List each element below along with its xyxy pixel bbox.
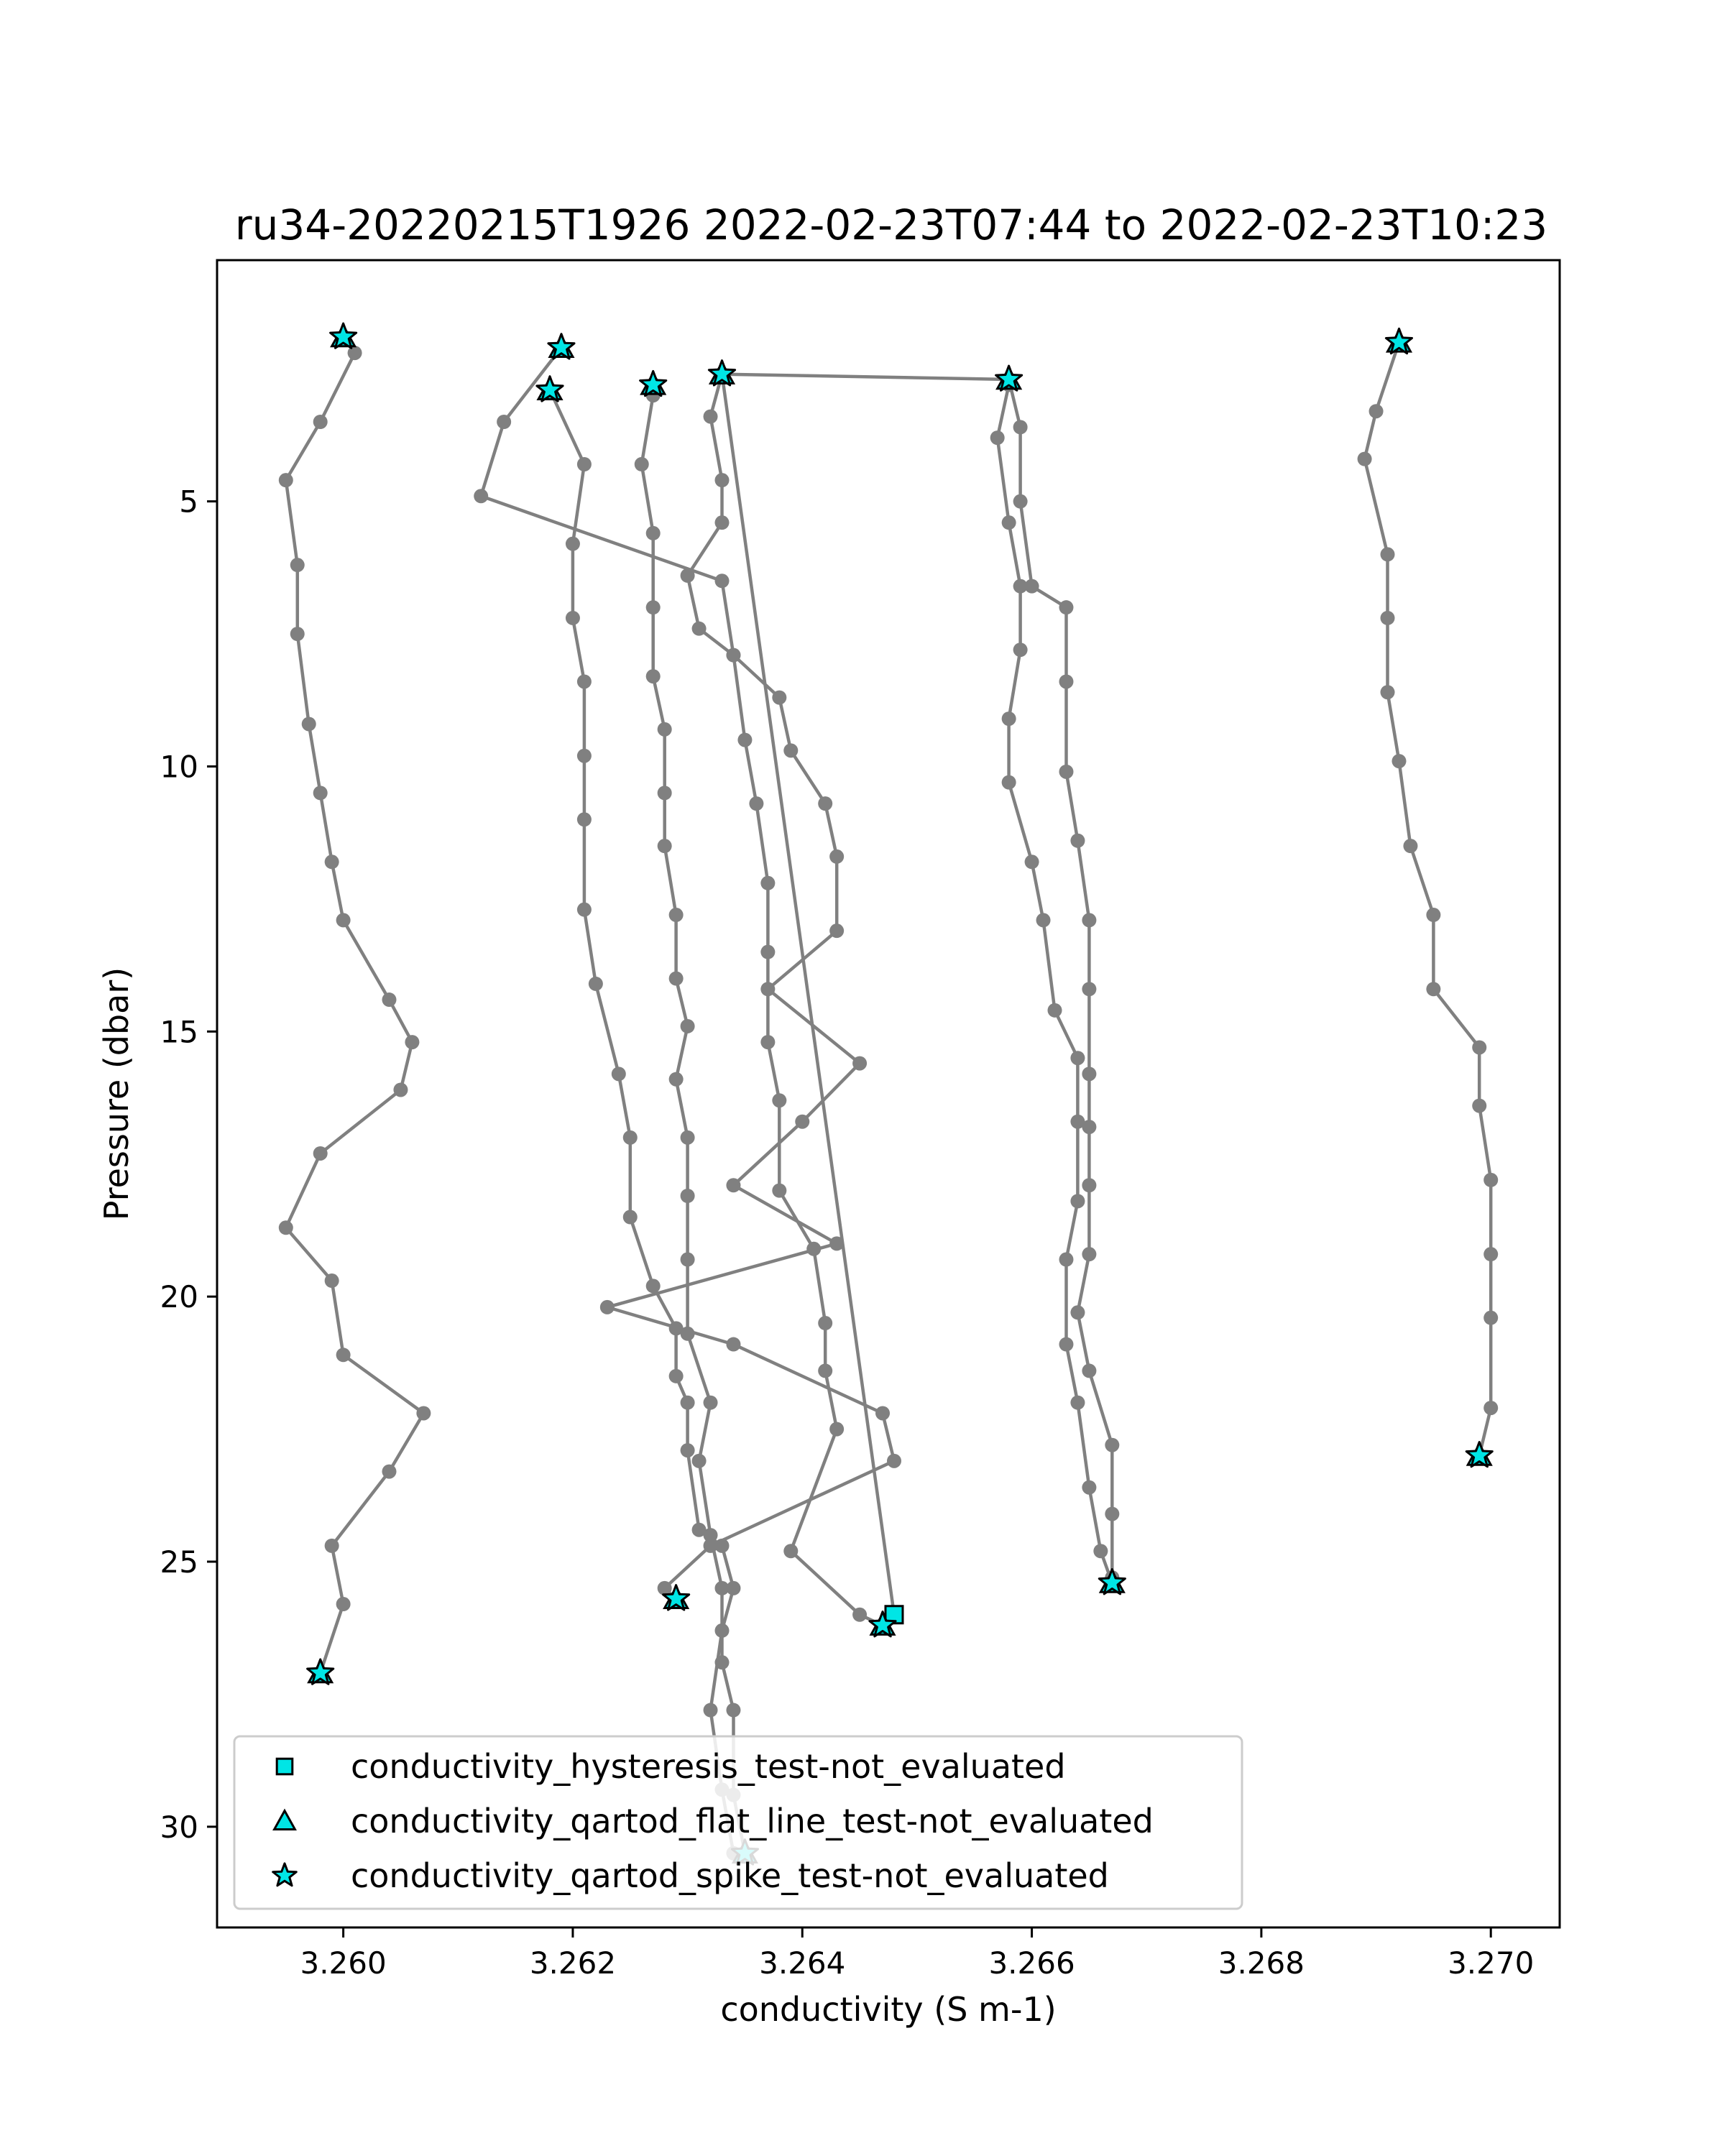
data-point-profile-4-10	[669, 972, 684, 986]
data-point-profile-6-18	[1105, 1507, 1119, 1521]
data-point-profile-6-9	[1082, 913, 1096, 927]
data-point-profile-1-9	[336, 913, 351, 927]
data-point-profile-1-8	[325, 854, 339, 869]
data-point-profile-7-7	[1025, 854, 1039, 869]
data-point-profile-5-17	[829, 1422, 844, 1437]
data-point-profile-6-5	[1059, 600, 1073, 614]
data-point-profile-3-6	[577, 812, 592, 826]
data-point-profile-4-13	[681, 1130, 695, 1145]
data-point-profile-6-6	[1059, 674, 1073, 688]
data-point-profile-8-2	[1358, 452, 1372, 466]
data-point-profile-1-12	[393, 1082, 408, 1097]
data-point-profile-3-7	[577, 903, 592, 917]
data-point-profile-1-2	[313, 415, 328, 429]
data-point-profile-7-12	[1070, 1194, 1085, 1208]
data-point-profile-3-4	[577, 674, 592, 688]
data-point-profile-6-3	[1013, 494, 1028, 509]
data-point-profile-3-1	[577, 457, 592, 471]
data-point-profile-8-10	[1472, 1040, 1486, 1054]
data-point-profile-8-3	[1381, 547, 1395, 561]
data-point-profile-7-2	[1002, 515, 1016, 530]
data-point-profile-2-8	[829, 849, 844, 864]
data-point-profile-2-18	[887, 1454, 901, 1468]
data-point-profile-6-8	[1070, 834, 1085, 848]
data-point-profile-3-3	[566, 611, 580, 625]
data-point-profile-5-15	[818, 1316, 832, 1330]
data-point-profile-4-8	[658, 839, 672, 853]
legend	[234, 1736, 1242, 1909]
y-tick-label-2: 15	[160, 1014, 198, 1050]
data-point-profile-1-16	[336, 1348, 351, 1362]
data-point-profile-4-4	[646, 600, 661, 614]
legend-label-2: conductivity_qartod_spike_test-not_evaluated	[351, 1856, 1109, 1895]
data-point-profile-3-11	[623, 1210, 638, 1225]
data-point-profile-5-13	[772, 1184, 786, 1198]
data-point-profile-2-6	[783, 743, 798, 757]
data-point-profile-7-14	[1059, 1337, 1073, 1352]
x-tick-label-5: 3.270	[1448, 1945, 1535, 1981]
data-point-profile-4-11	[681, 1019, 695, 1033]
data-point-profile-6-14	[1082, 1247, 1096, 1261]
data-point-profile-2-2	[474, 489, 488, 503]
y-tick-label-5: 30	[160, 1809, 198, 1845]
data-point-profile-7-9	[1048, 1003, 1062, 1018]
data-point-profile-4-22	[726, 1703, 740, 1718]
data-point-profile-1-3	[279, 473, 293, 487]
data-point-profile-3-10	[623, 1130, 638, 1145]
data-point-profile-4-12	[669, 1072, 684, 1087]
data-point-profile-4-21	[714, 1655, 729, 1669]
data-point-profile-6-7	[1059, 765, 1073, 779]
data-point-profile-8-7	[1403, 839, 1417, 853]
data-point-profile-8-9	[1426, 982, 1440, 996]
data-point-profile-3-18	[714, 1539, 729, 1553]
data-point-profile-8-11	[1472, 1099, 1486, 1113]
data-point-profile-7-4	[1013, 642, 1028, 657]
data-point-profile-5-3	[714, 515, 729, 530]
data-point-profile-8-13	[1484, 1247, 1498, 1261]
data-point-profile-4-17	[704, 1396, 718, 1410]
data-point-profile-7-10	[1070, 1051, 1085, 1065]
x-tick-label-4: 3.268	[1218, 1945, 1305, 1981]
data-point-profile-7-15	[1070, 1396, 1085, 1410]
data-point-profile-8-4	[1381, 611, 1395, 625]
data-point-profile-8-6	[1392, 754, 1406, 768]
data-point-profile-7-1	[990, 430, 1005, 445]
data-point-profile-1-18	[382, 1465, 396, 1479]
data-point-profile-5-2	[714, 473, 729, 487]
data-point-profile-6-17	[1105, 1438, 1119, 1452]
data-point-profile-7-13	[1059, 1253, 1073, 1267]
data-point-profile-4-15	[681, 1253, 695, 1267]
data-point-profile-2-15	[600, 1300, 615, 1314]
legend-label-1: conductivity_qartod_flat_line_test-not_evaluated	[351, 1802, 1154, 1841]
data-point-profile-4-14	[681, 1189, 695, 1203]
data-point-profile-2-16	[726, 1337, 740, 1352]
data-point-profile-1-20	[336, 1597, 351, 1611]
y-tick-label-4: 25	[160, 1544, 198, 1580]
x-tick-label-3: 3.266	[988, 1945, 1075, 1981]
data-point-profile-2-7	[818, 796, 832, 811]
data-point-profile-8-12	[1484, 1173, 1498, 1187]
x-tick-label-1: 3.262	[529, 1945, 617, 1981]
data-point-profile-1-17	[416, 1406, 431, 1420]
data-point-profile-3-12	[646, 1279, 661, 1293]
data-point-profile-5-6	[726, 648, 740, 663]
data-point-profile-5-7	[737, 733, 752, 747]
data-point-profile-2-11	[852, 1056, 867, 1071]
data-point-profile-2-5	[772, 691, 786, 705]
legend-label-0: conductivity_hysteresis_test-not_evaluated	[351, 1747, 1066, 1786]
data-point-profile-7-16	[1082, 1480, 1096, 1495]
data-point-profile-8-15	[1484, 1401, 1498, 1415]
data-point-profile-7-5	[1002, 711, 1016, 726]
data-point-profile-7-17	[1093, 1544, 1108, 1558]
data-point-profile-4-3	[646, 526, 661, 540]
data-point-profile-4-16	[681, 1327, 695, 1341]
data-point-profile-1-5	[290, 627, 305, 641]
x-tick-label-2: 3.264	[759, 1945, 846, 1981]
data-point-profile-5-9	[760, 876, 775, 890]
data-point-profile-2-3	[714, 573, 729, 588]
data-point-profile-2-17	[875, 1406, 890, 1420]
data-point-profile-3-14	[669, 1369, 684, 1383]
data-point-profile-2-1	[497, 415, 511, 429]
data-point-profile-6-16	[1082, 1363, 1096, 1378]
data-point-profile-5-4	[681, 568, 695, 583]
data-point-profile-3-15	[681, 1396, 695, 1410]
data-point-profile-4-2	[635, 457, 649, 471]
data-point-profile-5-18	[783, 1544, 798, 1558]
data-point-profile-5-8	[749, 796, 763, 811]
data-point-profile-3-2	[566, 537, 580, 551]
x-tick-label-0: 3.260	[300, 1945, 387, 1981]
x-axis-label: conductivity (S m-1)	[720, 1990, 1057, 2029]
data-point-profile-7-3	[1013, 579, 1028, 594]
data-point-profile-6-13	[1082, 1178, 1096, 1192]
y-tick-label-0: 5	[179, 484, 198, 520]
data-point-profile-5-19	[852, 1608, 867, 1622]
data-point-profile-1-10	[382, 992, 396, 1007]
data-point-profile-5-11	[760, 1035, 775, 1049]
data-point-profile-5-5	[692, 622, 707, 636]
data-point-profile-5-16	[818, 1363, 832, 1378]
data-point-profile-1-13	[313, 1146, 328, 1161]
data-point-profile-4-9	[669, 908, 684, 922]
data-point-profile-5-10	[760, 945, 775, 959]
data-point-profile-1-15	[325, 1273, 339, 1288]
data-point-profile-1-11	[405, 1035, 419, 1049]
data-point-profile-5-12	[772, 1093, 786, 1107]
data-point-profile-3-5	[577, 749, 592, 763]
data-point-profile-2-12	[795, 1115, 809, 1129]
data-point-profile-3-21	[704, 1703, 718, 1718]
data-point-profile-4-20	[714, 1581, 729, 1595]
data-point-profile-6-11	[1082, 1067, 1096, 1081]
data-point-profile-2-9	[829, 923, 844, 938]
data-point-profile-3-8	[589, 977, 603, 991]
data-point-profile-5-14	[806, 1242, 821, 1256]
data-point-profile-7-6	[1002, 775, 1016, 790]
data-point-profile-3-9	[612, 1067, 626, 1081]
legend-marker-square	[277, 1759, 293, 1774]
data-point-profile-8-1	[1369, 404, 1384, 418]
data-point-profile-8-8	[1426, 908, 1440, 922]
data-point-profile-1-4	[290, 558, 305, 572]
data-point-profile-4-7	[658, 786, 672, 800]
chart-title: ru34-20220215T1926 2022-02-23T07:44 to 2022-02-23T10:23	[234, 201, 1548, 249]
y-axis-label: Pressure (dbar)	[97, 967, 136, 1221]
data-point-profile-6-10	[1082, 982, 1096, 996]
data-point-profile-8-14	[1484, 1311, 1498, 1325]
data-point-profile-6-2	[1013, 420, 1028, 434]
data-point-profile-7-11	[1070, 1115, 1085, 1129]
data-point-profile-3-16	[681, 1443, 695, 1457]
data-point-profile-4-5	[646, 669, 661, 683]
data-point-profile-7-8	[1036, 913, 1051, 927]
data-point-profile-1-6	[302, 717, 316, 731]
data-point-profile-4-19	[704, 1528, 718, 1542]
data-point-profile-4-6	[658, 722, 672, 737]
data-point-profile-5-1	[704, 410, 718, 424]
data-point-profile-1-7	[313, 786, 328, 800]
data-point-profile-6-15	[1070, 1305, 1085, 1319]
data-point-profile-1-14	[279, 1220, 293, 1235]
data-point-profile-2-20	[658, 1581, 672, 1595]
data-point-profile-1-19	[325, 1539, 339, 1553]
data-point-profile-8-5	[1381, 685, 1395, 699]
y-tick-label-3: 20	[160, 1279, 198, 1315]
data-point-profile-2-13	[726, 1178, 740, 1192]
y-tick-label-1: 10	[160, 749, 198, 785]
data-point-profile-4-18	[692, 1454, 707, 1468]
